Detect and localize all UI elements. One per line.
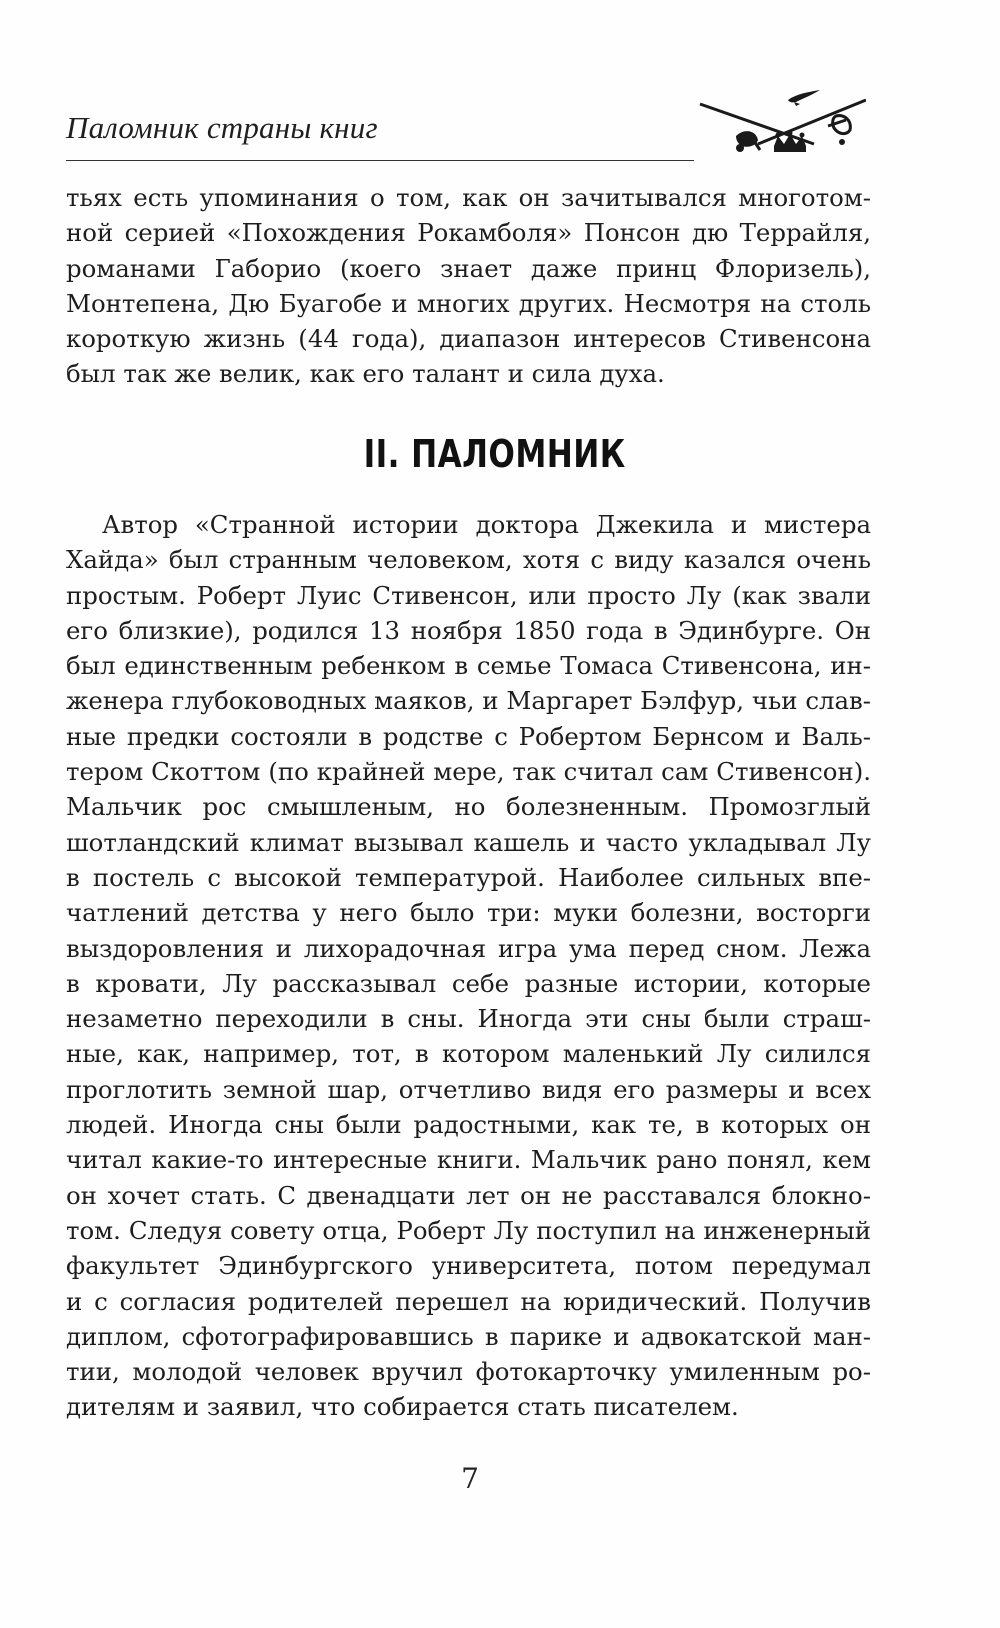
text-line: людей. Иногда сны были радостными, как те, в которых он [66, 1110, 871, 1140]
text-line: был так же велик, как его талант и сила духа. [66, 359, 665, 389]
text-line: Монтепена, Дю Буагобе и многих других. Несмотря на столь [66, 288, 871, 318]
text-line: его близкие), родился 13 ноября 1850 года в Эдинбурге. Он [66, 615, 871, 645]
crossed-swords-crown-eagle-icon [696, 90, 866, 170]
text-line: читал какие-то интересные книги. Мальчик рано понял, кем [66, 1145, 871, 1175]
text-line: в постель с высокой температурой. Наиболее сильных впе- [66, 862, 871, 892]
text-line: ные предки состояли в родстве с Робертом Бернсом и Валь- [66, 721, 871, 751]
text-line: тьях есть упоминания о том, как он зачитывался многотом- [66, 183, 871, 212]
running-header [66, 100, 866, 170]
intro-paragraph [66, 180, 871, 392]
text-line: том. Следуя совету отца, Роберт Лу поступил на инженерный [66, 1215, 871, 1245]
text-line: шотландский климат вызывал кашель и часто укладывал Лу [66, 827, 871, 857]
text-line: Хайда» был странным человеком, хотя с виду казался очень [66, 545, 871, 575]
section-heading: II. ПАЛОМНИК [363, 432, 626, 476]
text-line: романами Габорио (коего знает даже принц Флоризель), [66, 253, 871, 283]
text-line: был единственным ребенком в семье Томаса Стивенсона, ин- [66, 651, 871, 681]
page-number: 7 [461, 1462, 479, 1495]
text-line: факультет Эдинбургского университета, потом передумал [66, 1251, 871, 1281]
text-line: диплом, сфотографировавшись в парике и адвокатской ман- [66, 1321, 871, 1351]
text-line: выздоровления и лихорадочная игра ума перед сном. Лежа [66, 933, 871, 963]
text-line: и с согласия родителей перешел на юридический. Получив [66, 1286, 871, 1316]
text-line: ные, как, например, тот, в котором маленький Лу силился [66, 1039, 871, 1069]
text-line: Мальчик рос смышленым, но болезненным. Промозглый [66, 792, 871, 822]
text-line: Автор «Странной истории доктора Джекила и мистера [102, 510, 871, 539]
text-line: дителям и заявил, что собирается стать писателем. [66, 1392, 739, 1422]
text-line: тии, молодой человек вручил фотокарточку умиленным ро- [66, 1357, 871, 1387]
main-paragraph [66, 507, 871, 1425]
text-line: ной серией «Похождения Рокамболя» Понсон дю Террайля, [66, 218, 871, 248]
text-line: короткую жизнь (44 года), диапазон интересов Стивенсона [66, 324, 871, 354]
header-rule [66, 160, 694, 161]
text-line: чатлений детства у него было три: муки болезни, восторги [66, 898, 871, 928]
text-line: простым. Роберт Луис Стивенсон, или просто Лу (как звали [66, 580, 871, 610]
text-line: в кровати, Лу рассказывал себе разные истории, которые [66, 968, 871, 998]
text-line: незаметно переходили в сны. Иногда эти сны были страш- [66, 1004, 871, 1034]
text-line: он хочет стать. С двенадцати лет он не расставался блокно- [66, 1180, 871, 1210]
text-line: женера глубоководных маяков, и Маргарет Бэлфур, чьи слав- [66, 686, 871, 716]
text-line: проглотить земной шар, отчетливо видя его размеры и всех [66, 1074, 871, 1104]
text-line: тером Скоттом (по крайней мере, так считал сам Стивенсон). [66, 757, 871, 787]
running-title: Паломник страны книг [66, 110, 378, 145]
